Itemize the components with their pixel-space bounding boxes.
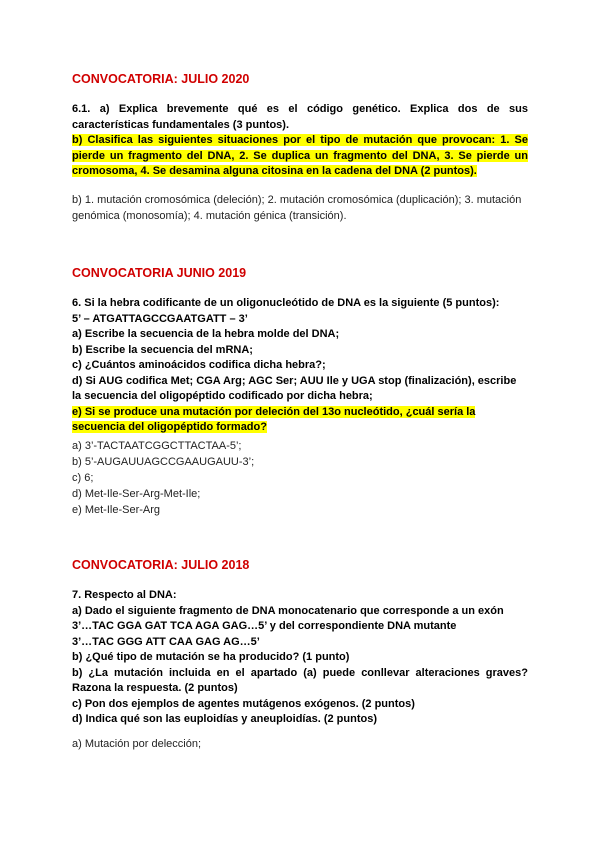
highlighted-question-b: b) Clasifica las siguientes situaciones por el tipo de mutación que provocan: 1. Se pierde un fragmento del DNA, 2. Se duplica un fragmento del DNA, 3. Se pierde un cromosoma, 4. Se desamina alguna citosina en la cadena del DNA (2 puntos). (72, 134, 528, 177)
question-7-b1: b) ¿Qué tipo de mutación se ha producido? (1 punto) (72, 651, 350, 663)
section-heading-2019: CONVOCATORIA JUNIO 2019 (72, 266, 247, 280)
question-7-d: d) Indica qué son las euploidías y aneuploidías. (2 puntos) (72, 713, 377, 725)
answers-6 (72, 438, 528, 518)
mutant-sequence: 3’…TAC GGG ATT CAA GAG AG…5’ (72, 635, 260, 648)
exon-sequence: 3’…TAC GGA GAT TCA AGA GAG…5’ y del correspondiente DNA mutante (72, 620, 457, 632)
highlighted-question-e: e) Si se produce una mutación por deleción del 13o nucleótido, ¿cuál sería la secuencia del oligopéptido formado? (72, 405, 476, 433)
question-6-intro: 6. Si la hebra codificante de un oligonucleótido de DNA es la siguiente (5 puntos): (72, 297, 500, 309)
question-6-list (72, 296, 528, 436)
question-7-a: a) Dado el siguiente fragmento de DNA monocatenario que corresponde a un exón (72, 604, 504, 617)
question-6-b: b) Escribe la secuencia del mRNA; (72, 343, 253, 356)
question-6-1-a: 6.1. a) Explica brevemente qué es el código genético. Explica dos de sus características fundamentales (3 puntos). (72, 103, 528, 131)
section-heading-2020: CONVOCATORIA: JULIO 2020 (72, 72, 250, 86)
answer-6-d: d) Met-Ile-Ser-Arg-Met-Ile; (72, 488, 201, 500)
coding-strand: 5’ – ATGATTAGCCGAATGATT – 3’ (72, 312, 248, 325)
answer-6-e: e) Met-Ile-Ser-Arg (72, 504, 161, 516)
answer-6-a: a) 3’-TACTAATCGGCTTACTAA-5’; (72, 440, 242, 452)
question-7-list (72, 588, 528, 728)
question-7-intro: 7. Respecto al DNA: (72, 589, 177, 601)
question-7-c: c) Pon dos ejemplos de agentes mutágenos exógenos. (2 puntos) (72, 697, 415, 710)
question-7-b2: b) ¿La mutación incluida en el apartado (a) puede conllevar alteraciones graves? Razona la respuesta. (2 puntos) (72, 666, 528, 694)
question-6-d: d) Si AUG codifica Met; CGA Arg; AGC Ser; AUU Ile y UGA stop (finalización), escribe la secuencia del oligopéptido codificado por dicha hebra; (72, 374, 517, 402)
question-6-a: a) Escribe la secuencia de la hebra molde del DNA; (72, 328, 340, 340)
section-heading-2018: CONVOCATORIA: JULIO 2018 (72, 558, 250, 572)
answer-6-c: c) 6; (72, 472, 94, 484)
answer-6-1: b) 1. mutación cromosómica (deleción); 2. mutación cromosómica (duplicación); 3. mutación genómica (monosomía); 4. mutación génica (transición). (72, 194, 522, 222)
answer-7: a) Mutación por delección; (72, 738, 202, 750)
question-6-c: c) ¿Cuántos aminoácidos codifica dicha hebra?; (72, 359, 326, 371)
question-6-e (72, 405, 528, 436)
question-6-1-b (72, 133, 528, 180)
answer-6-b: b) 5’-AUGAUUAGCCGAAUGAUU-3’; (72, 456, 255, 468)
